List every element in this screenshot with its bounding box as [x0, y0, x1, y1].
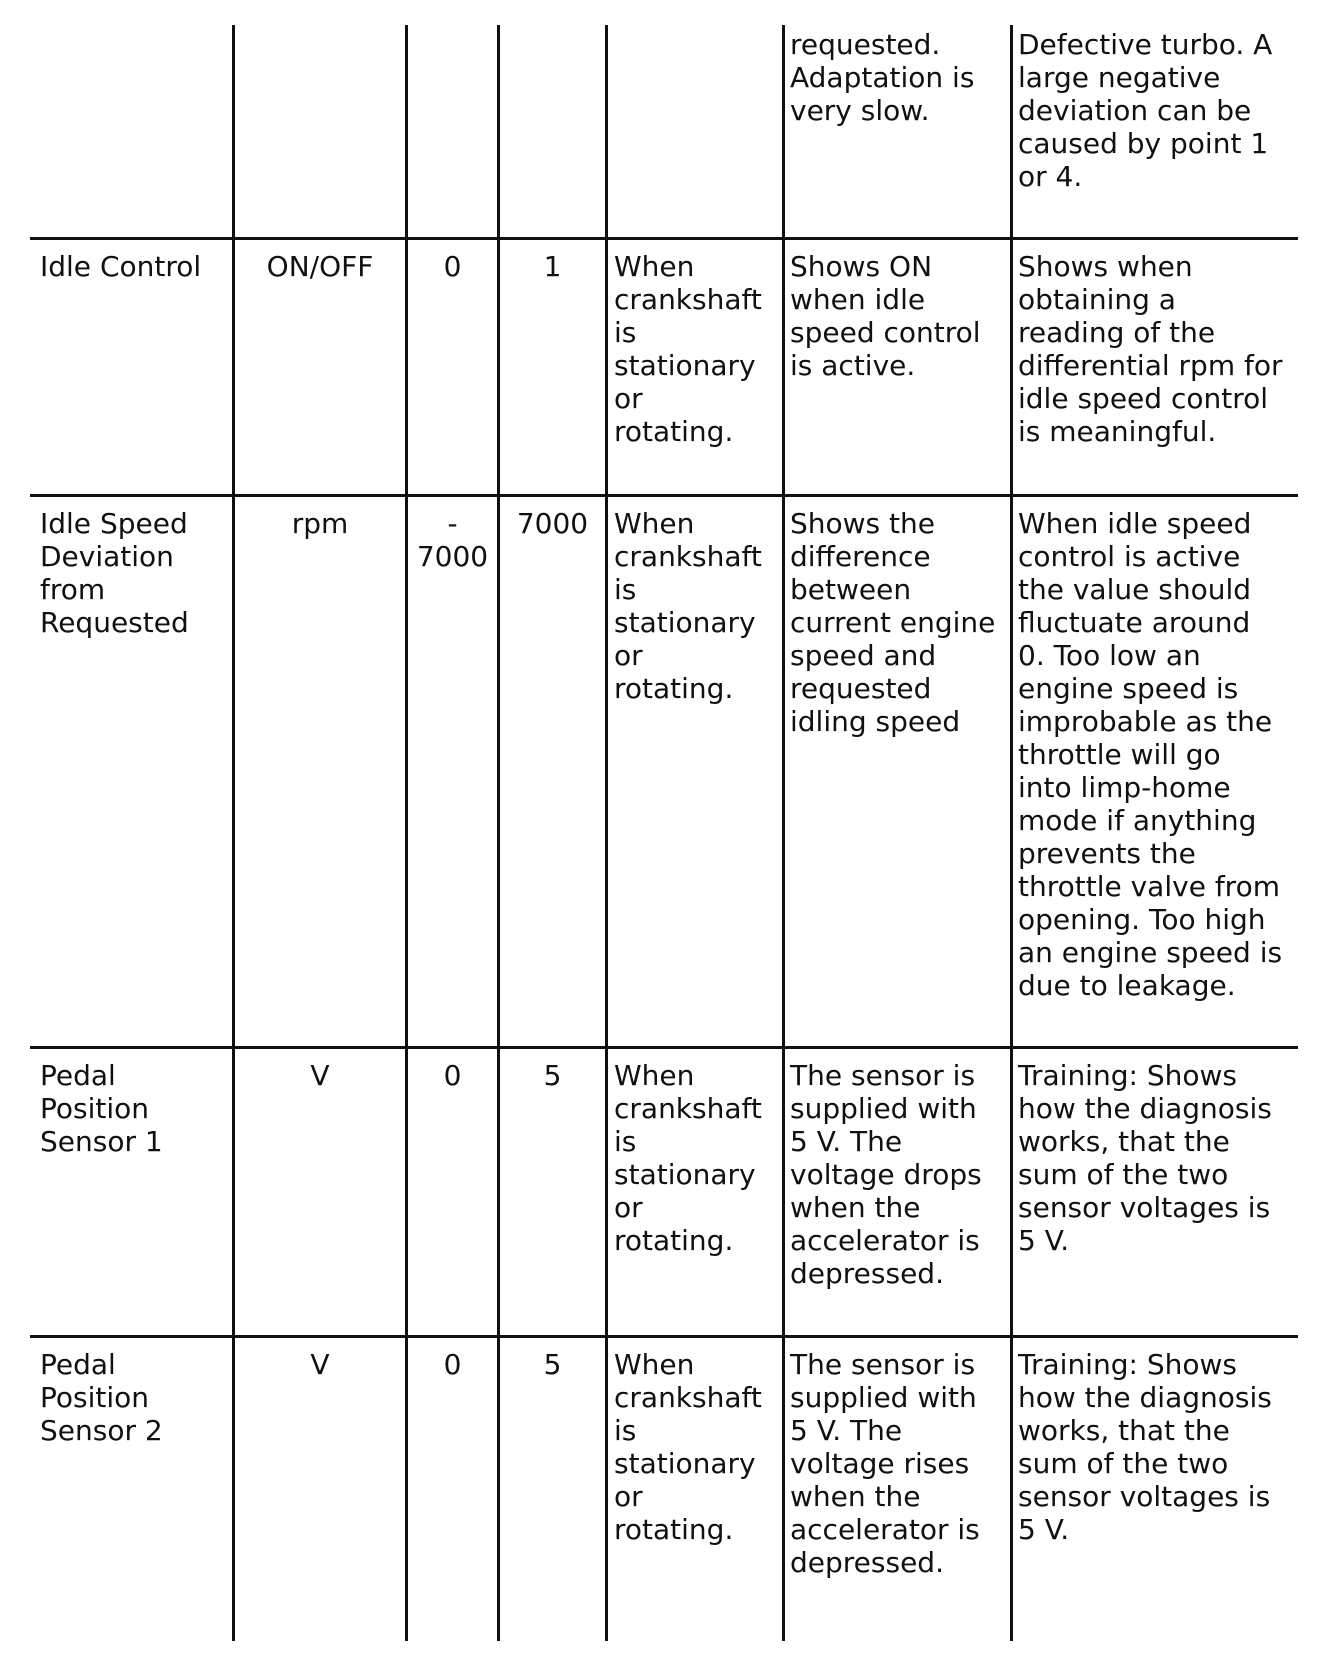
- max-cell: 1: [543, 250, 562, 283]
- notes-cell: Shows when obtaining a reading of the differential rpm for idle speed control is meaningful.: [1018, 250, 1283, 448]
- column-divider: [497, 25, 500, 1641]
- parameter-name-cell: Pedal Position Sensor 2: [40, 1348, 163, 1447]
- max-cell: 5: [543, 1348, 562, 1381]
- notes-cell: Training: Shows how the diagnosis works, that the sum of the two sensor voltages is 5 V.: [1018, 1348, 1272, 1546]
- column-divider: [1010, 25, 1013, 1641]
- condition-cell: When crankshaft is stationary or rotating.: [614, 250, 762, 448]
- unit-cell: V: [310, 1059, 330, 1092]
- description-cell: The sensor is supplied with 5 V. The voltage drops when the accelerator is depressed.: [790, 1059, 982, 1290]
- unit-cell: rpm: [291, 507, 349, 540]
- continued-description-cell: requested. Adaptation is very slow.: [790, 28, 975, 127]
- condition-cell: When crankshaft is stationary or rotating.: [614, 1348, 762, 1546]
- max-cell: 7000: [516, 507, 589, 540]
- min-cell: 0: [443, 250, 462, 283]
- unit-cell: ON/OFF: [266, 250, 374, 283]
- parameter-name-cell: Pedal Position Sensor 1: [40, 1059, 163, 1158]
- column-divider: [605, 25, 608, 1641]
- parameter-name-cell: Idle Speed Deviation from Requested: [40, 507, 189, 639]
- column-divider: [232, 25, 235, 1641]
- max-cell: 5: [543, 1059, 562, 1092]
- description-cell: Shows ON when idle speed control is active.: [790, 250, 981, 382]
- notes-cell: Training: Shows how the diagnosis works, that the sum of the two sensor voltages is 5 V.: [1018, 1059, 1272, 1257]
- row-divider: [30, 1046, 1298, 1049]
- continued-notes-cell: Defective turbo. A large negative deviation can be caused by point 1 or 4.: [1018, 28, 1273, 193]
- condition-cell: When crankshaft is stationary or rotating.: [614, 507, 762, 705]
- row-divider: [30, 237, 1298, 240]
- parameter-name-cell: Idle Control: [40, 250, 202, 283]
- column-divider: [782, 25, 785, 1641]
- condition-cell: When crankshaft is stationary or rotating.: [614, 1059, 762, 1257]
- column-divider: [405, 25, 408, 1641]
- description-cell: The sensor is supplied with 5 V. The voltage rises when the accelerator is depressed.: [790, 1348, 980, 1579]
- description-cell: Shows the difference between current engine speed and requested idling speed: [790, 507, 996, 738]
- min-cell: - 7000: [416, 507, 489, 573]
- min-cell: 0: [443, 1348, 462, 1381]
- row-divider: [30, 1335, 1298, 1338]
- notes-cell: When idle speed control is active the value should fluctuate around 0. Too low an engine speed is improbable as the throttle will go into limp-home mode if anything prevents the throttle valve from opening. Too high an engine speed is due to leakage.: [1018, 507, 1283, 1002]
- row-divider: [30, 494, 1298, 497]
- min-cell: 0: [443, 1059, 462, 1092]
- unit-cell: V: [310, 1348, 330, 1381]
